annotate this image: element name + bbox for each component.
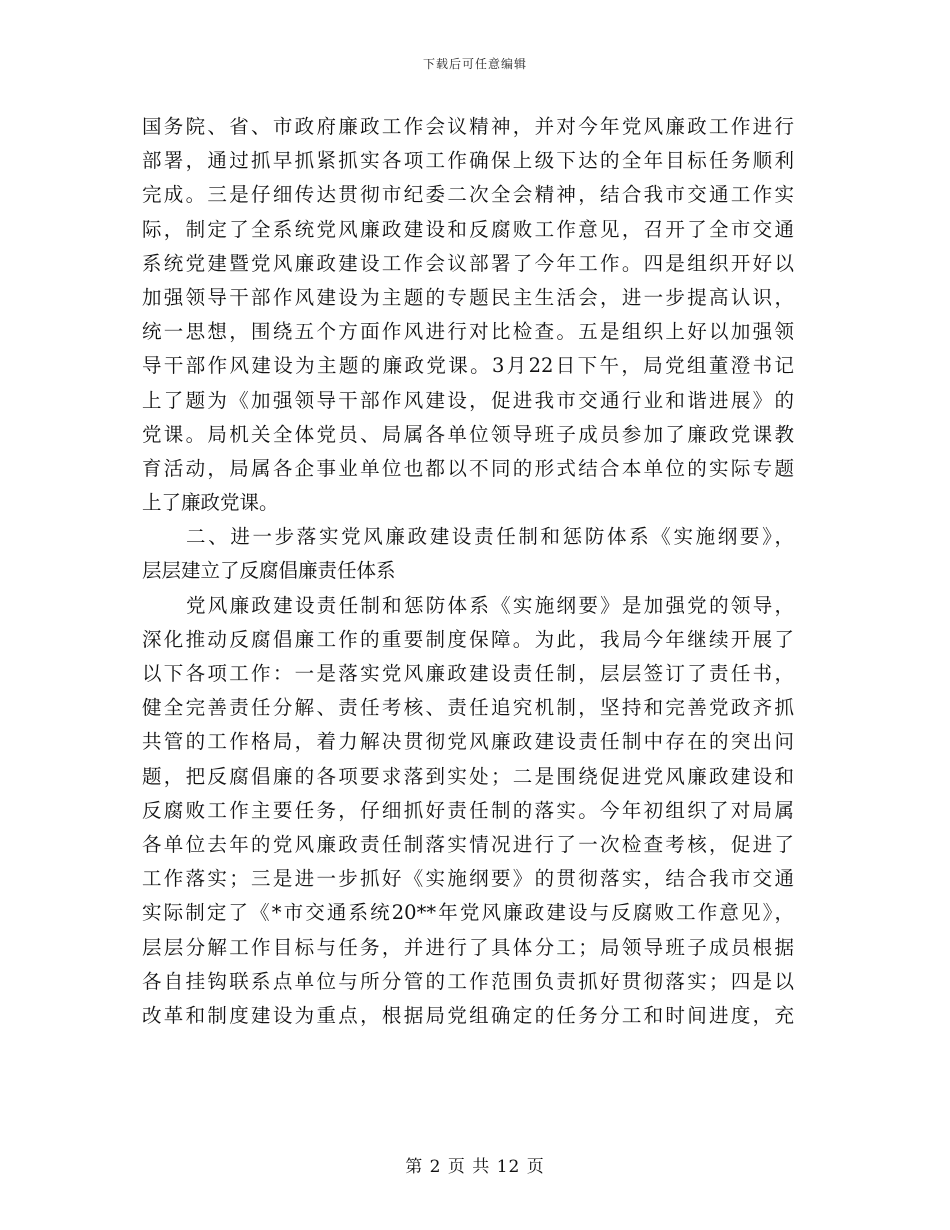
page-header: 下载后可任意编辑	[422, 57, 527, 71]
body-line: 党课。局机关全体党员、局属各单位领导班子成员参加了廉政党课教	[142, 422, 794, 446]
page-footer: 第 2 页 共 12 页	[405, 1157, 545, 1177]
body-line: 国务院、省、市政府廉政工作会议精神，并对今年党风廉政工作进行	[142, 115, 794, 138]
body-line: 导干部作风建设为主题的廉政党课。3月22日下午，局党组董澄书记	[142, 354, 794, 378]
body-line: 反腐败工作主要任务，仔细抓好责任制的落实。今年初组织了对局属	[142, 798, 794, 822]
body-line: 上了题为《加强领导干部作风建设，促进我市交通行业和谐进展》的	[142, 388, 794, 412]
document-body	[142, 110, 794, 1033]
body-line: 题，把反腐倡廉的各项要求落到实处；二是围绕促进党风廉政建设和	[142, 764, 794, 788]
body-line: 际，制定了全系统党风廉政建设和反腐败工作意见，召开了全市交通	[142, 217, 794, 241]
body-line: 上了廉政党课。	[142, 491, 279, 515]
body-line: 实际制定了《*市交通系统20**年党风廉政建设与反腐败工作意见》，	[142, 901, 794, 925]
body-line: 各单位去年的党风廉政责任制落实情况进行了一次检查考核，促进了	[142, 832, 794, 856]
body-line: 深化推动反腐倡廉工作的重要制度保障。为此，我局今年继续开展了	[142, 627, 794, 651]
body-line: 层层分解工作目标与任务，并进行了具体分工；局领导班子成员根据	[142, 935, 794, 959]
body-line: 改革和制度建设为重点，根据局党组确定的任务分工和时间进度，充	[142, 1003, 794, 1027]
body-line: 党风廉政建设责任制和惩防体系《实施纲要》是加强党的领导，	[186, 593, 794, 617]
body-line: 工作落实；三是进一步抓好《实施纲要》的贯彻落实，结合我市交通	[142, 867, 794, 891]
body-line: 部署，通过抓早抓紧抓实各项工作确保上级下达的全年目标任务顺利	[142, 149, 794, 173]
body-line: 健全完善责任分解、责任考核、责任追究机制，坚持和完善党政齐抓	[142, 696, 794, 720]
body-line: 系统党建暨党风廉政建设工作会议部署了今年工作。四是组织开好以	[142, 251, 794, 275]
body-line: 加强领导干部作风建设为主题的专题民主生活会，进一步提高认识，	[142, 285, 794, 309]
body-line: 各自挂钩联系点单位与所分管的工作范围负责抓好贯彻落实；四是以	[142, 969, 794, 993]
body-line: 统一思想，围绕五个方面作风进行对比检查。五是组织上好以加强领	[142, 320, 794, 344]
body-line: 育活动，局属各企事业单位也都以不同的形式结合本单位的实际专题	[142, 456, 794, 480]
body-line: 共管的工作格局，着力解决贯彻党风廉政建设责任制中存在的突出问	[142, 730, 794, 754]
body-line: 完成。三是仔细传达贯彻市纪委二次全会精神，结合我市交通工作实	[142, 183, 794, 207]
section-heading-line: 层层建立了反腐倡廉责任体系	[142, 559, 396, 583]
body-line: 以下各项工作：一是落实党风廉政建设责任制，层层签订了责任书，	[142, 662, 794, 685]
section-heading-line: 二、进一步落实党风廉政建设责任制和惩防体系《实施纲要》，	[186, 525, 794, 549]
